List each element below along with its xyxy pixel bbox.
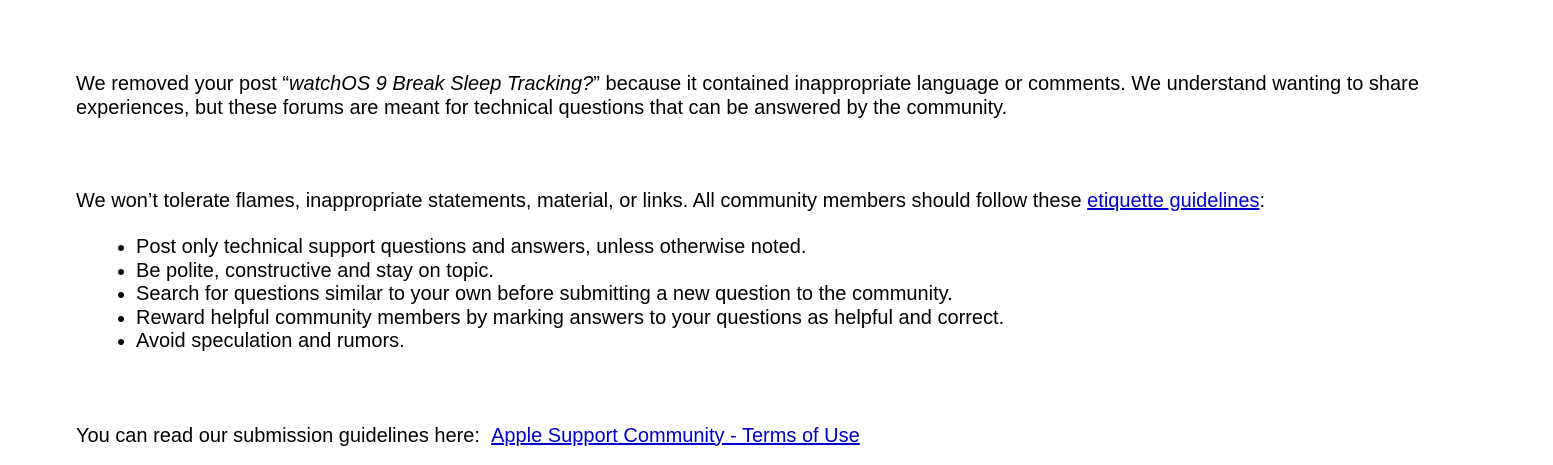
tolerance-statement [76,189,1516,213]
removal-notice-intro: We removed your post “ [76,73,290,95]
guideline-item: • Reward helpful community members by marking answers to your questions as helpful and correct. [136,307,1516,331]
guideline-item: • Search for questions similar to your own before submitting a new question to the community. [136,283,1516,307]
etiquette-guidelines-link[interactable]: etiquette guidelines [1087,190,1260,212]
guideline-item: • Avoid speculation and rumors. [136,330,1516,354]
removal-notice-reason: ” because it contained inappropriate language or comments. We understand wanting to share experiences, but these forums are meant for technical questions that can be answered by the community. [76,73,1419,119]
submission-guidelines [76,424,1516,448]
tolerance-statement-text: We won’t tolerate flames, inappropriate statements, material, or links. All community members should follow these [76,190,1088,212]
guidelines-list [76,236,1516,354]
guideline-item: • Post only technical support questions and answers, unless otherwise noted. [136,236,1516,260]
guideline-item: • Be polite, constructive and stay on topic. [136,260,1516,284]
tolerance-statement-colon: : [1259,190,1266,212]
terms-of-use-link[interactable]: Apple Support Community - Terms of Use [491,424,860,447]
removal-notice [76,72,1516,120]
post-title: watchOS 9 Break Sleep Tracking? [289,73,594,95]
submission-guidelines-text: You can read our submission guidelines here: [76,424,492,447]
message-body [76,72,1516,448]
